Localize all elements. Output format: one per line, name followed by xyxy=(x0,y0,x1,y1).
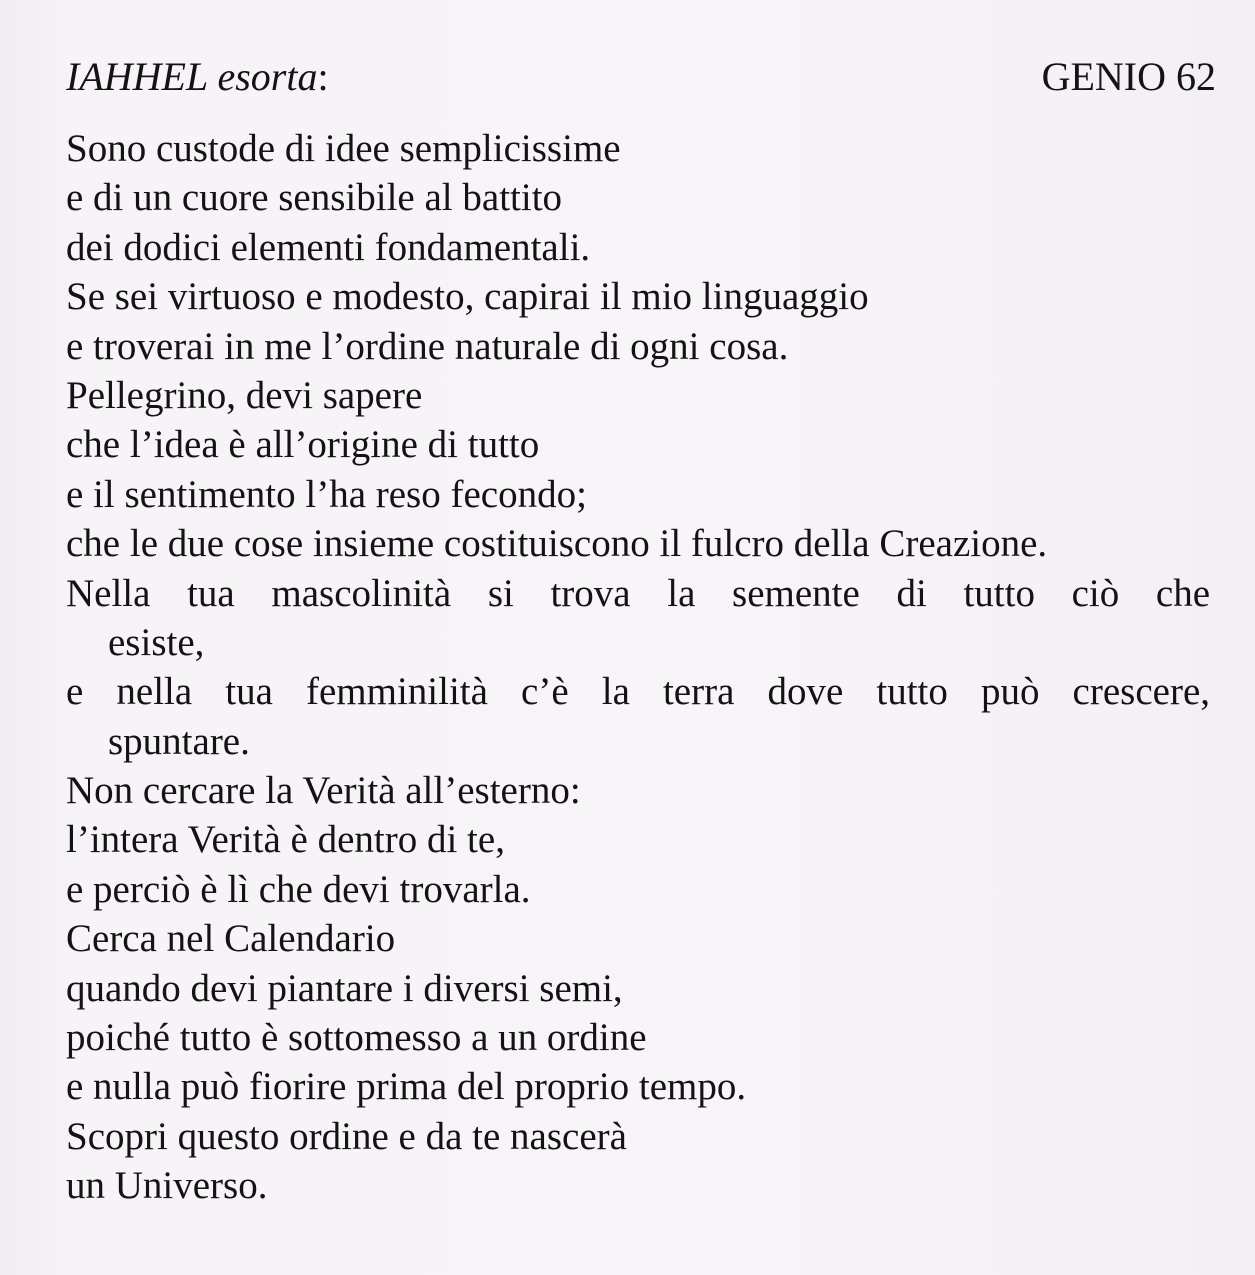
speaker-verb: esorta xyxy=(217,54,318,99)
poem-line: Se sei virtuoso e modesto, capirai il mio linguaggio xyxy=(66,275,869,319)
poem-line: l’intera Verità è dentro di te, xyxy=(66,818,505,862)
poem-line: Sono custode di idee semplicissime xyxy=(66,127,621,170)
poem-line: che l’idea è all’origine di tutto xyxy=(66,423,540,467)
speaker-name: IAHHEL xyxy=(66,54,208,99)
speaker-intro xyxy=(66,52,329,102)
poem-line: e nella tua femminilità c’è la terra dove tutto può crescere, xyxy=(66,670,1210,714)
poem-line: Non cercare la Verità all’esterno: xyxy=(66,769,581,813)
poem-line: Cerca nel Calendario xyxy=(66,917,396,961)
poem-line-continuation: esiste, xyxy=(108,620,205,664)
poem-line: e il sentimento l’ha reso fecondo; xyxy=(66,472,587,516)
poem-line: e di un cuore sensibile al battito xyxy=(66,176,563,220)
poem-line: un Universo. xyxy=(66,1164,268,1208)
poem-line: quando devi piantare i diversi semi, xyxy=(66,966,623,1010)
poem-line-continuation: spuntare. xyxy=(108,719,250,763)
poem-line: poiché tutto è sottomesso a un ordine xyxy=(66,1016,647,1060)
poem-line: e troverai in me l’ordine naturale di ogni cosa. xyxy=(66,324,789,368)
poem-line: dei dodici elementi fondamentali. xyxy=(66,225,591,269)
poem-text xyxy=(66,124,1216,1211)
poem-line: e perciò è lì che devi trovarla. xyxy=(66,867,531,911)
poem-line: Scopri questo ordine e da te nascerà xyxy=(66,1114,627,1158)
poem-line: Pellegrino, devi sapere xyxy=(66,373,423,417)
intro-colon: : xyxy=(317,54,329,99)
page-header xyxy=(66,52,1216,102)
poem-line: Nella tua mascolinità si trova la semente di tutto ciò che xyxy=(66,571,1210,615)
poem-line: e nulla può fiorire prima del proprio tempo. xyxy=(66,1065,747,1109)
poem-line: che le due cose insieme costituiscono il fulcro della Creazione. xyxy=(66,522,1048,566)
genio-number: GENIO 62 xyxy=(1041,54,1216,99)
